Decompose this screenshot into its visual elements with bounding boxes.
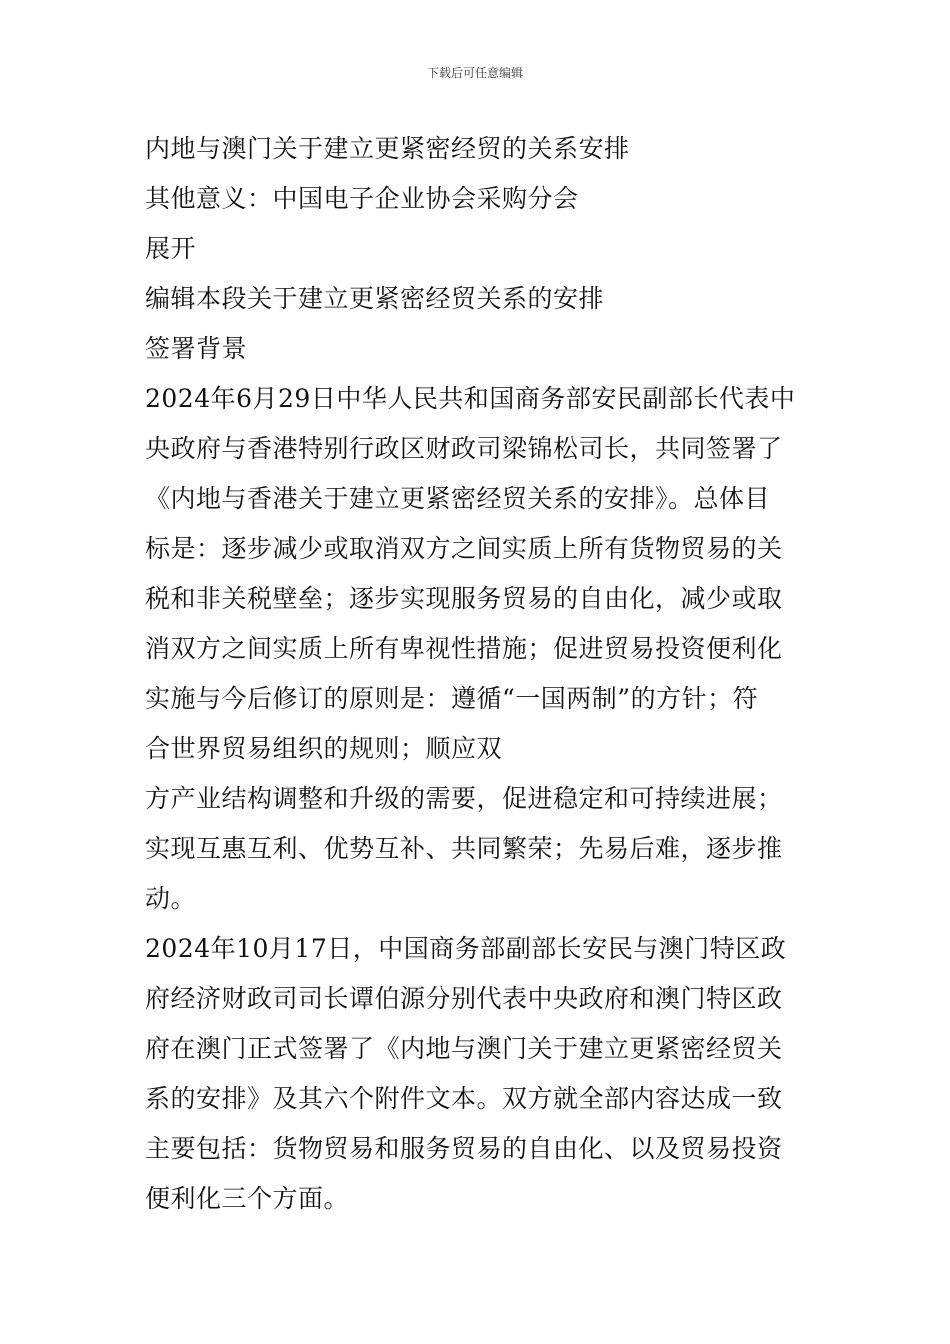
paragraph-line: 《内地与香港关于建立更紧密经贸关系的安排》。总体目 xyxy=(145,484,771,513)
section-heading-background: 签署背景 xyxy=(145,334,248,363)
paragraph-line: 府经济财政司司长谭伯源分别代表中央政府和澳门特区政 xyxy=(145,984,783,1013)
section-heading-edit: 编辑本段关于建立更紧密经贸关系的安排 xyxy=(145,284,605,313)
paragraph-line: 标是：逐步减少或取消双方之间实质上所有货物贸易的关 xyxy=(145,534,783,563)
document-body xyxy=(145,124,810,1224)
paragraph-line: 实施与今后修订的原则是：遵循“一国两制”的方针；符 xyxy=(145,684,759,713)
paragraph-line: 2024年6月29日中华人民共和国商务部安民副部长代表中 xyxy=(145,384,796,413)
paragraph-line: 便利化三个方面。 xyxy=(145,1184,350,1213)
paragraph-line: 合世界贸易组织的规则；顺应双 xyxy=(145,734,503,763)
paragraph-line: 央政府与香港特别行政区财政司梁锦松司长，共同签署了 xyxy=(145,434,783,463)
paragraph-line: 消双方之间实质上所有卑视性措施；促进贸易投资便利化 xyxy=(145,634,783,663)
paragraph-line: 主要包括：货物贸易和服务贸易的自由化、以及贸易投资 xyxy=(145,1134,783,1163)
page-header: 下载后可任意编辑 xyxy=(426,66,523,80)
paragraph-line: 税和非关税壁垒；逐步实现服务贸易的自由化，减少或取 xyxy=(145,584,783,613)
paragraph-line: 动。 xyxy=(145,884,197,913)
paragraph-line: 实现互惠互利、优势互补、共同繁荣；先易后难，逐步推 xyxy=(145,834,783,863)
paragraph-line: 府在澳门正式签署了《内地与澳门关于建立更紧密经贸关 xyxy=(145,1034,783,1063)
expand-label: 展开 xyxy=(145,234,197,263)
paragraph-line: 系的安排》及其六个附件文本。双方就全部内容达成一致 xyxy=(145,1084,783,1113)
paragraph-line: 方产业结构调整和升级的需要，促进稳定和可持续进展； xyxy=(145,784,783,813)
paragraph-line: 2024年10月17日，中国商务部副部长安民与澳门特区政 xyxy=(145,934,787,963)
document-title: 内地与澳门关于建立更紧密经贸的关系安排 xyxy=(145,134,630,163)
other-meaning-line: 其他意义：中国电子企业协会采购分会 xyxy=(145,184,579,213)
